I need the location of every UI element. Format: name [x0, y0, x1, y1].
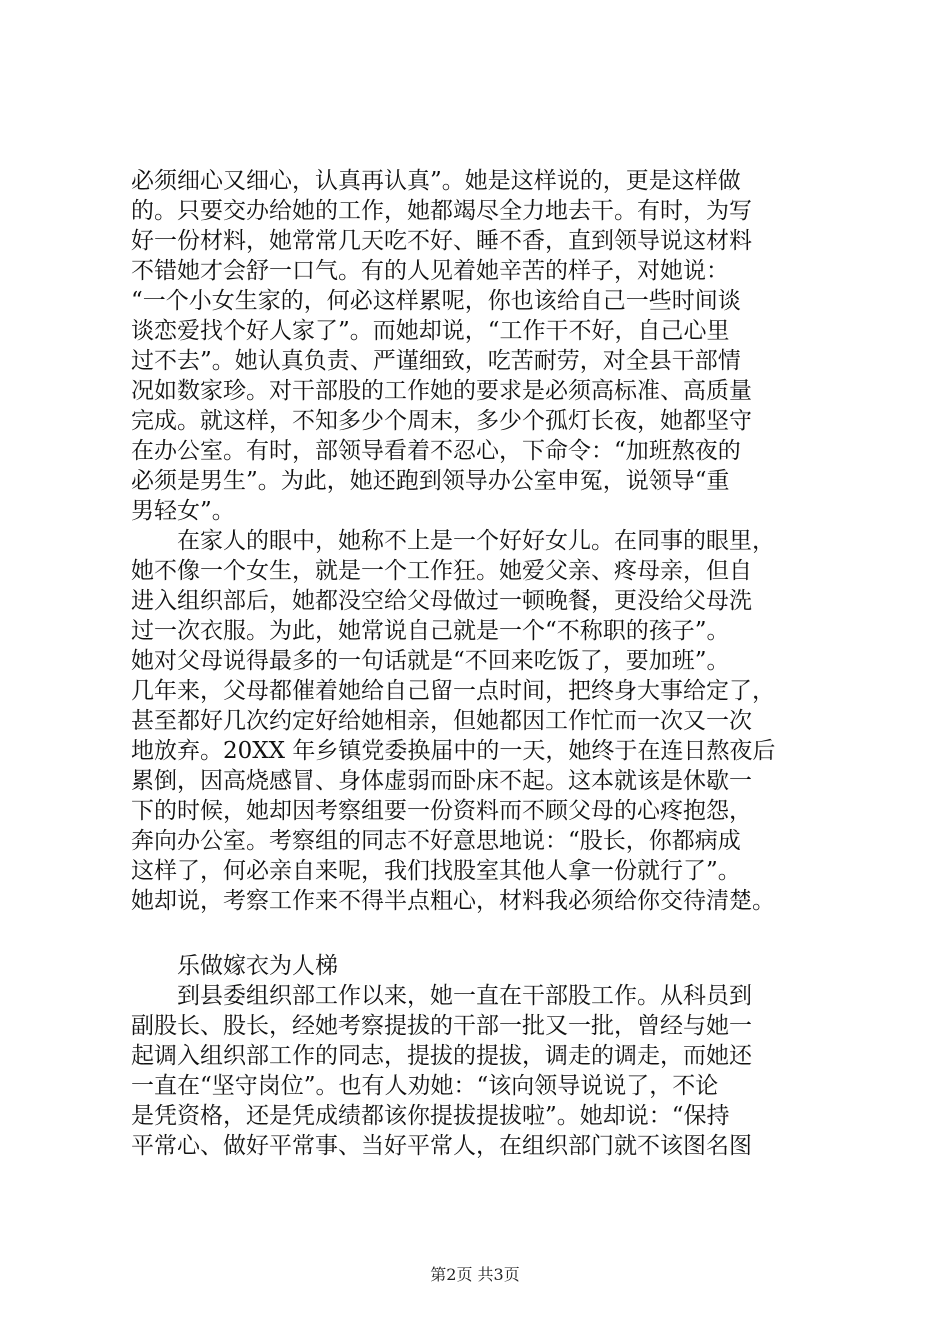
text-line: 副股长、股长，经她考察提拔的干部一批又一批，曾经与她一 — [131, 1013, 752, 1039]
text-line: 在家人的眼中，她称不上是一个好好女儿。在同事的眼里， — [131, 528, 775, 554]
text-line: 完成。就这样，不知多少个周末，多少个孤灯长夜，她都坚守 — [131, 408, 752, 434]
text-line: 谈恋爱找个好人家了”。而她却说，“工作干不好，自己心里 — [131, 318, 730, 344]
text-line: 平常心、做好平常事、当好平常人，在组织部门就不该图名图 — [131, 1133, 752, 1159]
text-line: 不错她才会舒一口气。有的人见着她辛苦的样子，对她说： — [131, 258, 729, 284]
text-line: 好一份材料，她常常几天吃不好、睡不香，直到领导说这材料 — [131, 228, 752, 254]
text-line: 男轻女”。 — [131, 498, 235, 524]
paragraph — [131, 166, 831, 526]
text-line: 过一次衣服。为此，她常说自己就是一个“不称职的孩子”。 — [131, 618, 730, 644]
paragraph — [131, 526, 831, 916]
text-line: 是凭资格，还是凭成绩都该你提拔提拔啦”。她却说：“保持 — [131, 1103, 730, 1129]
text-line: 过不去”。她认真负责、严谨细致，吃苦耐劳，对全县干部情 — [131, 348, 741, 374]
text-line: 地放弃。20XX 年乡镇党委换届中的一天，她终于在连日熬夜后 — [131, 738, 776, 764]
text-line: 起调入组织部工作的同志，提拔的提拔，调走的调走，而她还 — [131, 1043, 752, 1069]
text-line: 必须是男生”。为此，她还跑到领导办公室申冤，说领导“重 — [131, 468, 730, 494]
paragraph — [131, 981, 831, 1161]
text-line: 累倒，因高烧感冒、身体虚弱而卧床不起。这本就该是休歇一 — [131, 768, 752, 794]
text-line: 几年来，父母都催着她给自己留一点时间，把终身大事给定了， — [131, 678, 775, 704]
text-line: 她对父母说得最多的一句话就是“不回来吃饭了，要加班”。 — [131, 648, 730, 674]
text-line: 到县委组织部工作以来，她一直在干部股工作。从科员到 — [131, 983, 752, 1009]
text-line: 进入组织部后，她都没空给父母做过一顿晚餐，更没给父母洗 — [131, 588, 752, 614]
text-line: 甚至都好几次约定好给她相亲，但她都因工作忙而一次又一次 — [131, 708, 752, 734]
section-gap — [131, 916, 831, 951]
text-line: 这样了，何必亲自来呢，我们找股室其他人拿一份就行了”。 — [131, 858, 741, 884]
text-line: 在办公室。有时，部领导看着不忍心，下命令：“加班熬夜的 — [131, 438, 741, 464]
text-line: 必须细心又细心，认真再认真”。她是这样说的，更是这样做 — [131, 168, 741, 194]
text-line: 她不像一个女生，就是一个工作狂。她爱父亲、疼母亲，但自 — [131, 558, 752, 584]
text-line: 奔向办公室。考察组的同志不好意思地说：“股长，你都病成 — [131, 828, 741, 854]
page-footer: 第2页 共3页 — [430, 1265, 520, 1284]
text-line: 她却说，考察工作来不得半点粗心，材料我必须给你交待清楚。 — [131, 888, 775, 914]
document-body — [131, 166, 831, 1161]
text-line: “一个小女生家的，何必这样累呢，你也该给自己一些时间谈 — [131, 288, 741, 314]
section-heading: 乐做嫁衣为人梯 — [131, 953, 338, 979]
text-line: 况如数家珍。对干部股的工作她的要求是必须高标准、高质量 — [131, 378, 752, 404]
text-line: 一直在“坚守岗位”。也有人劝她：“该向领导说说了，不论 — [131, 1073, 719, 1099]
text-line: 的。只要交办给她的工作，她都竭尽全力地去干。有时，为写 — [131, 198, 752, 224]
text-line: 下的时候，她却因考察组要一份资料而不顾父母的心疼抱怨， — [131, 798, 752, 824]
